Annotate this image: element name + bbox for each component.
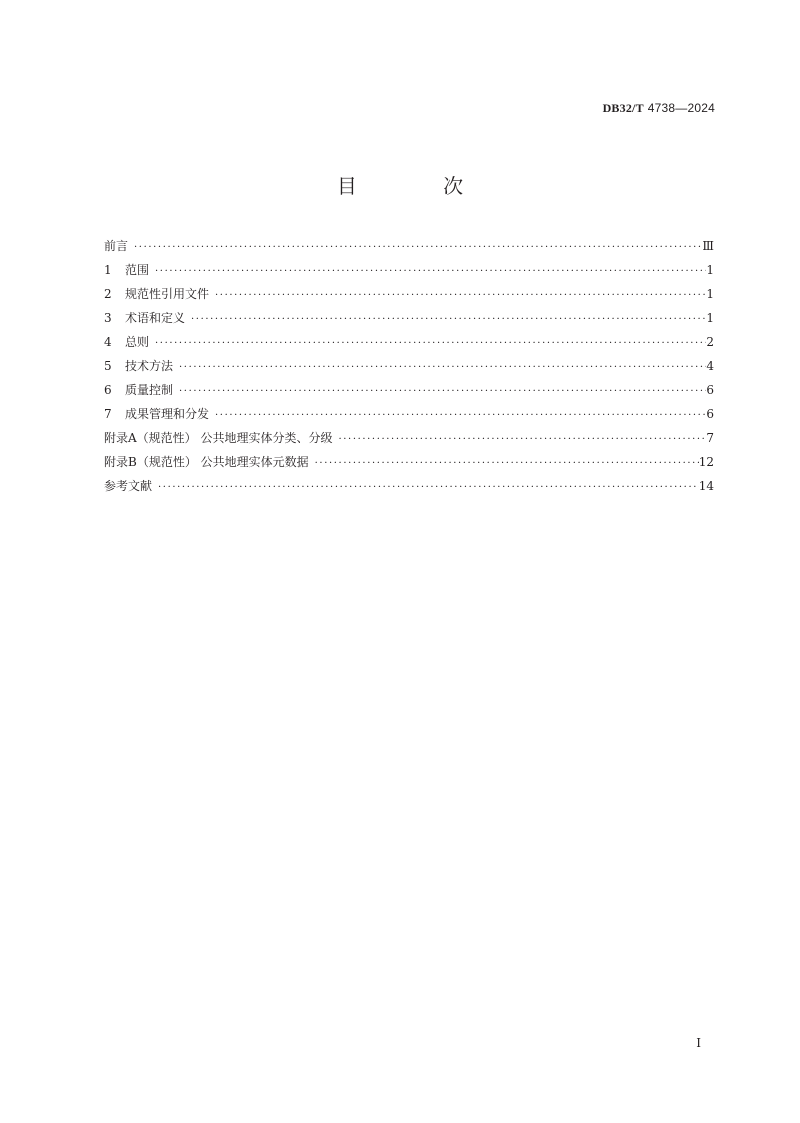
- toc-entry-number: 5: [104, 359, 112, 373]
- toc-entry-page: 6: [706, 383, 714, 397]
- toc-entry-page: 14: [698, 479, 714, 493]
- toc-entry-page: 1: [706, 263, 714, 277]
- toc-entry-number: 4: [104, 335, 112, 349]
- page-number: I: [696, 1036, 701, 1050]
- document-code-number: 4738—2024: [647, 101, 715, 115]
- toc-entry-number: 1: [104, 263, 112, 277]
- toc-entry-label: 4 总则: [104, 330, 155, 354]
- toc-title: 目 次: [336, 174, 504, 198]
- toc-entry-bibliography[interactable]: [104, 474, 714, 498]
- toc-entry-label: 3 术语和定义: [104, 306, 191, 330]
- toc-entry-scope[interactable]: [104, 258, 714, 282]
- toc-dot-leader: [155, 332, 706, 356]
- toc-entry-page: 6: [706, 407, 714, 421]
- toc-entry-label: 参考文献: [104, 479, 153, 493]
- toc-dot-leader: [191, 308, 706, 332]
- toc-dot-leader: [179, 356, 706, 380]
- toc-entry-appendix-b[interactable]: [104, 450, 714, 474]
- toc-dot-leader: [338, 428, 706, 452]
- toc-entry-page: 12: [698, 455, 714, 469]
- toc-entry-number: 6: [104, 383, 112, 397]
- toc-dot-leader: [315, 452, 699, 476]
- toc-entry-normative-references[interactable]: [104, 282, 714, 306]
- toc-entry-label: 7 成果管理和分发: [104, 402, 215, 426]
- toc-entry-appendix-a[interactable]: [104, 426, 714, 450]
- toc-entry-technical-methods[interactable]: [104, 354, 714, 378]
- toc-entry-foreword[interactable]: [104, 234, 714, 258]
- document-code: [603, 101, 715, 116]
- toc-entry-general[interactable]: [104, 330, 714, 354]
- toc-entry-page: 7: [706, 431, 714, 445]
- toc-dot-leader: [134, 236, 702, 260]
- toc-entry-label: 6 质量控制: [104, 378, 179, 402]
- toc-dot-leader: [155, 260, 706, 284]
- toc-entry-page: 1: [706, 311, 714, 325]
- toc-entry-number: 2: [104, 287, 112, 301]
- toc-entry-page: 1: [706, 287, 714, 301]
- toc-entry-label: 附录A（规范性） 公共地理实体分类、分级: [104, 431, 333, 445]
- toc-entry-label: 1 范围: [104, 258, 155, 282]
- toc-entry-number: 3: [104, 311, 112, 325]
- toc-entry-page: Ⅲ: [702, 239, 714, 253]
- toc-entry-label: 附录B（规范性） 公共地理实体元数据: [104, 455, 309, 469]
- document-code-prefix: DB32/T: [602, 101, 644, 115]
- toc-entry-label: 2 规范性引用文件: [104, 282, 215, 306]
- toc-entry-page: 4: [706, 359, 714, 373]
- toc-entry-number: 7: [104, 407, 112, 421]
- toc-entry-quality-control[interactable]: [104, 378, 714, 402]
- toc-dot-leader: [215, 284, 706, 308]
- toc-entry-results-management[interactable]: [104, 402, 714, 426]
- table-of-contents: [104, 234, 714, 498]
- toc-entry-label: 前言: [104, 239, 129, 253]
- toc-dot-leader: [158, 476, 699, 500]
- toc-dot-leader: [179, 380, 706, 404]
- toc-entry-terms[interactable]: [104, 306, 714, 330]
- toc-entry-label: 5 技术方法: [104, 354, 179, 378]
- toc-entry-page: 2: [706, 335, 714, 349]
- toc-dot-leader: [215, 404, 706, 428]
